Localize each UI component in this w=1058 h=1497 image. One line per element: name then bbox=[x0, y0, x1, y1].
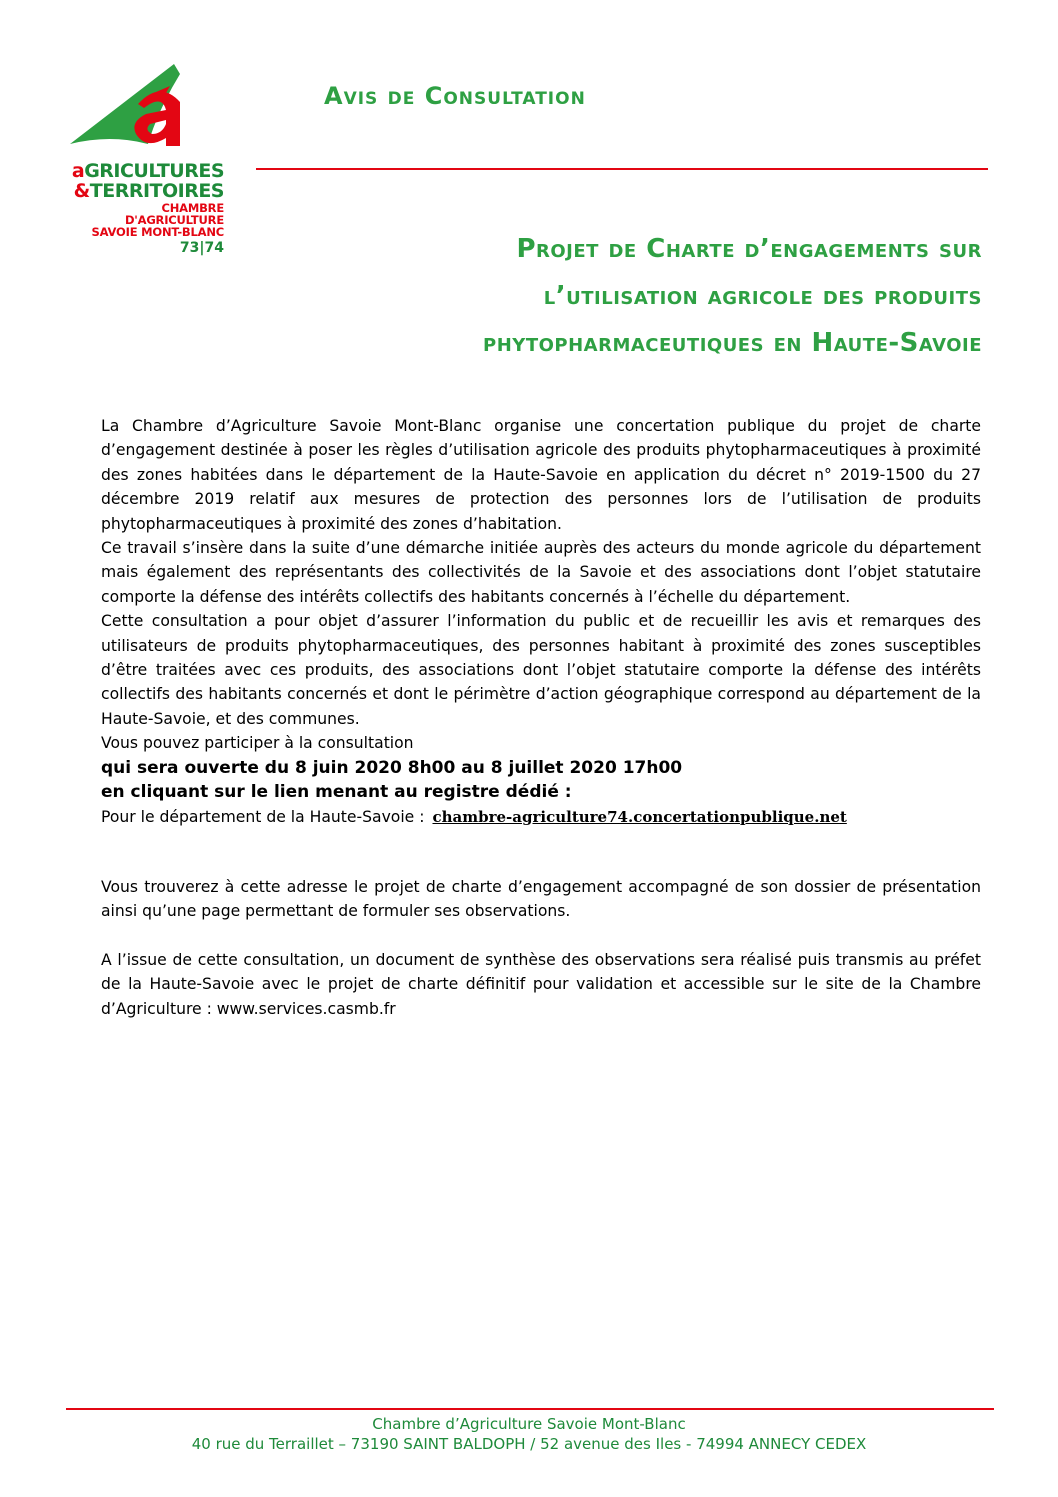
title-line-1: Projet de Charte d’engagements sur bbox=[516, 234, 982, 264]
consultation-link[interactable]: chambre-agriculture74.concertationpublique.net bbox=[432, 807, 847, 826]
title-line-3: phytopharmaceutiques en Haute-Savoie bbox=[483, 328, 982, 358]
document-title bbox=[222, 226, 982, 367]
logo-line-chambre: CHAMBRE D'AGRICULTURE bbox=[124, 200, 224, 227]
paragraph-participate: Vous pouvez participer à la consultation bbox=[101, 734, 414, 753]
logo-line-departments: 73|74 bbox=[179, 240, 224, 257]
footer bbox=[0, 1414, 1058, 1454]
site-line bbox=[101, 805, 981, 829]
logo-line-agricultures: GRICULTURES bbox=[84, 160, 224, 182]
logo-ampersand: & bbox=[73, 179, 90, 202]
notice-heading: Avis de Consultation bbox=[324, 82, 586, 110]
paragraph-context: Ce travail s’insère dans la suite d’une démarche initiée auprès des acteurs du monde agricole du département mais également des représentants des collectivités de la Savoie et des associations dont l’objet statutaire comporte la défense des intérêts collectifs des habitants concernés à l’échelle du département. bbox=[101, 539, 981, 606]
footer-address: 40 rue du Terraillet – 73190 SAINT BALDOPH / 52 avenue des Iles - 74994 ANNECY CEDEX bbox=[191, 1435, 867, 1453]
logo-text bbox=[62, 162, 224, 256]
header-divider bbox=[256, 168, 988, 170]
paragraph-outcome: A l’issue de cette consultation, un document de synthèse des observations sera réalisé puis transmis au préfet de la Haute-Savoie avec le projet de charte définitif pour validation et accessible sur le site de la Chambre d’Agriculture : www.services.casmb.fr bbox=[101, 950, 981, 1018]
chamber-logo bbox=[62, 64, 232, 264]
footer-name: Chambre d’Agriculture Savoie Mont-Blanc bbox=[372, 1415, 686, 1433]
logo-line-territoires: TERRITOIRES bbox=[89, 179, 224, 202]
logo-letter-a: a bbox=[71, 160, 85, 182]
paragraph-purpose: Cette consultation a pour objet d’assurer l’information du public et de recueillir les avis et remarques des utilisateurs de produits phytopharmaceutiques, des personnes habitant à proximité des zones susceptibles d’être traitées avec ces produits, des associations dont l’objet statutaire comporte la défense des intérêts collectifs des habitants concernés et dont le périmètre d’action géographique correspond au département de la Haute-Savoie, et des communes. bbox=[101, 612, 981, 728]
logo-line-savoie: SAVOIE MONT-BLANC bbox=[91, 225, 224, 239]
link-intro: en cliquant sur le lien menant au registre dédié : bbox=[101, 782, 572, 803]
footer-divider bbox=[66, 1408, 994, 1410]
logo-mark-icon bbox=[62, 64, 232, 164]
document-body bbox=[101, 414, 981, 1021]
title-line-2: l’utilisation agricole des produits bbox=[543, 281, 982, 311]
site-label: Pour le département de la Haute-Savoie : bbox=[101, 807, 425, 826]
paragraph-intro: La Chambre d’Agriculture Savoie Mont-Blanc organise une concertation publique du projet de charte d’engagement destinée à poser les règles d’utilisation agricole des produits phytopharmaceutiques à proximité des zones habitées dans le département de la Haute-Savoie en application du décret n° 2019-1500 du 27 décembre 2019 relatif aux mesures de protection des personnes lors de l’utilisation de produits phytopharmaceutiques à proximité des zones d’habitation. bbox=[101, 417, 981, 533]
paragraph-address: Vous trouverez à cette adresse le projet de charte d’engagement accompagné de son dossier de présentation ainsi qu’une page permettant de formuler ses observations. bbox=[101, 877, 981, 921]
consultation-dates: qui sera ouverte du 8 juin 2020 8h00 au 8 juillet 2020 17h00 bbox=[101, 757, 683, 778]
